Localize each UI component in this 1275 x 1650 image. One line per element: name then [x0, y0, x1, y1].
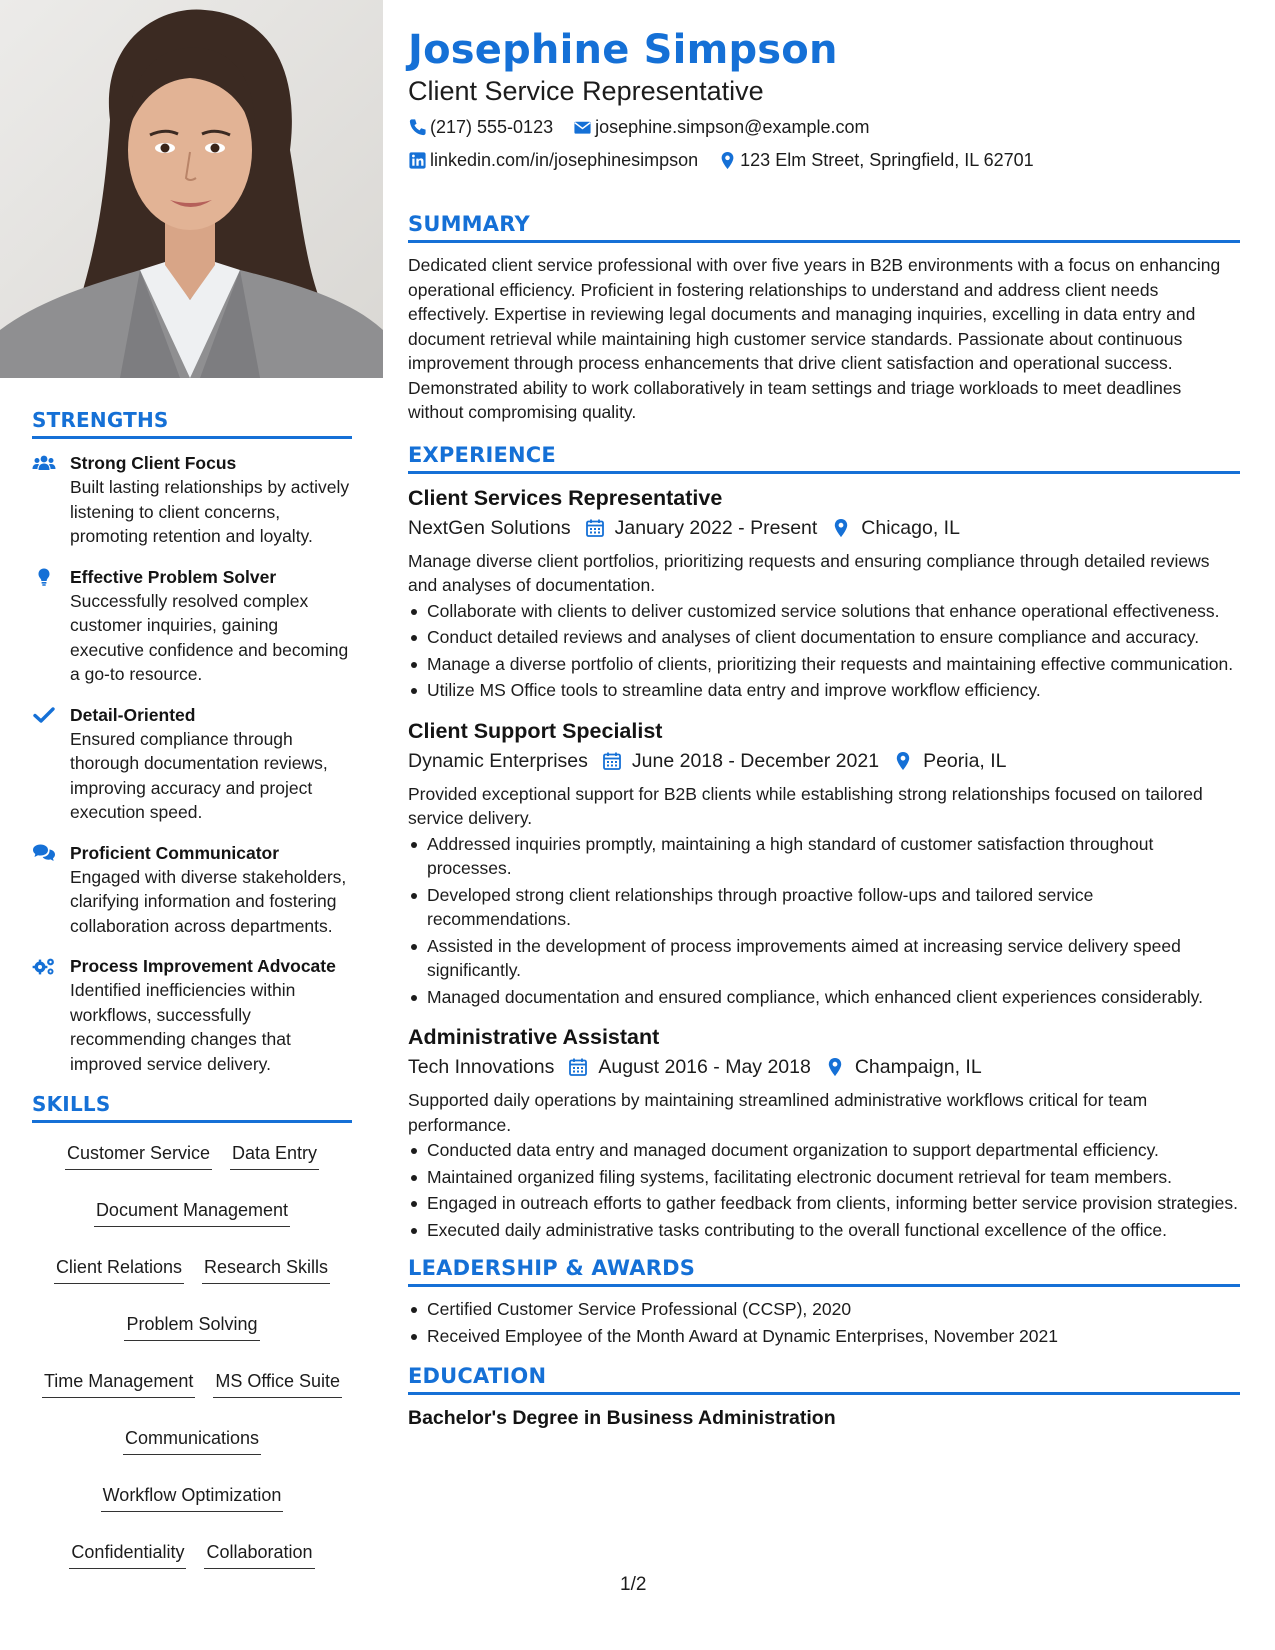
strength-title: Effective Problem Solver — [70, 566, 277, 587]
job-entry — [408, 484, 1240, 703]
skill-tag: MS Office Suite — [213, 1369, 342, 1398]
portrait-illustration — [0, 0, 383, 378]
location-pin-icon — [831, 518, 851, 538]
strength-description: Successfully resolved complex customer inquiries, gaining executive confidence and becoming a go-to resource. — [70, 590, 349, 684]
skill-tag: Time Management — [42, 1369, 195, 1398]
list-item: Addressed inquiries promptly, maintaining a high standard of customer satisfaction throughout processes. — [408, 832, 1240, 881]
strength-title: Proficient Communicator — [70, 842, 280, 863]
strength-description: Ensured compliance through thorough documentation reviews, improving accuracy and project execution speed. — [70, 728, 328, 822]
linkedin-url[interactable]: linkedin.com/in/josephinesimpson — [430, 150, 699, 170]
date-range: August 2016 - May 2018 — [598, 1056, 811, 1078]
strengths-heading: STRENGTHS — [32, 408, 352, 439]
list-item: Conducted data entry and managed document organization to support departmental efficiency. — [408, 1138, 1240, 1163]
summary-heading: SUMMARY — [408, 212, 1240, 243]
location-pin-icon — [718, 151, 737, 170]
skill-tag: Document Management — [94, 1198, 290, 1227]
job-title: Client Services Representative — [408, 485, 723, 510]
job-summary: Manage diverse client portfolios, prioritizing requests and ensuring compliance through detailed reviews and analyses of documentation. — [408, 550, 1210, 595]
strength-title: Detail-Oriented — [70, 704, 196, 725]
education-heading: EDUCATION — [408, 1364, 1240, 1395]
email-address[interactable]: josephine.simpson@example.com — [595, 117, 870, 137]
job-summary: Supported daily operations by maintaining streamlined administrative workflows critical for team performance. — [408, 1090, 1148, 1135]
list-item: Assisted in the development of process improvements aimed at increasing service delivery speed significantly. — [408, 934, 1240, 983]
phone-number: (217) 555-0123 — [430, 117, 554, 137]
lightbulb-icon — [32, 565, 70, 687]
list-item: Utilize MS Office tools to streamline data entry and improve workflow efficiency. — [408, 678, 1240, 703]
envelope-icon — [573, 118, 592, 137]
award-list — [408, 1297, 1240, 1348]
page-number: 1/2 — [620, 1574, 647, 1595]
job-location — [831, 514, 960, 542]
job-dates — [585, 514, 818, 542]
street-address: 123 Elm Street, Springfield, IL 62701 — [740, 150, 1034, 170]
contact-row — [408, 115, 1240, 139]
education-section — [408, 1364, 1240, 1431]
list-item: Manage a diverse portfolio of clients, prioritizing their requests and maintaining effective communication. — [408, 652, 1240, 677]
job-entry — [408, 1023, 1240, 1242]
job-meta — [408, 1053, 1240, 1081]
strength-item — [32, 841, 352, 939]
strength-description: Identified inefficiencies within workflows, successfully recommending changes that improved service delivery. — [70, 980, 296, 1074]
list-item: Received Employee of the Month Award at Dynamic Enterprises, November 2021 — [408, 1324, 1240, 1349]
job-summary: Provided exceptional support for B2B clients while establishing strong relationships focused on tailored service delivery. — [408, 783, 1203, 828]
summary-text: Dedicated client service professional with over five years in B2B environments with a focus on enhancing operational efficiency. Proficient in fostering relationships to understand and address client needs effectively. Expertise in reviewing legal documents and managing inquiries, excelling in data entry and document retrieval while maintaining high customer service standards. Passionate about continuous improvement through process enhancements that drive client satisfaction and operational success. Demonstrated ability to work collaboratively in team settings and triage workloads to meet deadlines without compromising quality. — [408, 255, 1221, 422]
job-dates — [568, 1053, 810, 1081]
strength-description: Built lasting relationships by actively listening to client concerns, promoting retention and loyalty. — [70, 477, 350, 546]
company — [408, 1053, 554, 1081]
strength-item — [32, 954, 352, 1076]
contact-email[interactable] — [573, 115, 869, 139]
strength-description: Engaged with diverse stakeholders, clarifying information and fostering collaboration across departments. — [70, 866, 347, 936]
contact-row — [408, 148, 1240, 172]
job-meta — [408, 747, 1240, 775]
company-name: Tech Innovations — [408, 1056, 555, 1078]
profile-photo — [0, 0, 383, 378]
company-name: NextGen Solutions — [408, 516, 571, 539]
calendar-icon — [602, 751, 622, 771]
skill-tag: Client Relations — [54, 1255, 184, 1284]
experience-section — [408, 443, 1240, 1243]
skill-tag: Confidentiality — [69, 1540, 186, 1569]
list-item: Executed daily administrative tasks contributing to the overall functional excellence of the office. — [408, 1218, 1240, 1243]
skill-tag: Customer Service — [65, 1141, 212, 1170]
strength-title: Process Improvement Advocate — [70, 956, 336, 976]
leadership-heading: LEADERSHIP & AWARDS — [408, 1256, 1240, 1287]
job-entry — [408, 717, 1240, 1010]
sidebar — [0, 0, 383, 1650]
gears-icon — [32, 954, 70, 1076]
list-item: Certified Customer Service Professional (CCSP), 2020 — [408, 1297, 1240, 1322]
skill-tag: Collaboration — [204, 1540, 314, 1569]
users-icon — [32, 451, 70, 549]
job-bullets — [408, 832, 1240, 1010]
job-location — [893, 747, 1006, 775]
calendar-icon — [568, 1057, 588, 1077]
contact-linkedin[interactable] — [408, 148, 698, 172]
main-column — [408, 0, 1240, 1431]
experience-heading: EXPERIENCE — [408, 443, 1240, 474]
skills-list — [32, 1137, 352, 1569]
location-pin-icon — [825, 1057, 845, 1077]
date-range: June 2018 - December 2021 — [631, 749, 880, 772]
company — [408, 514, 571, 542]
strength-item — [32, 451, 352, 549]
calendar-icon — [585, 518, 605, 538]
job-meta — [408, 514, 1240, 542]
company-name: Dynamic Enterprises — [408, 749, 588, 772]
job-dates — [602, 747, 879, 775]
check-icon — [32, 703, 70, 825]
location-pin-icon — [893, 751, 913, 771]
candidate-name: Josephine Simpson — [408, 27, 838, 73]
location-text: Chicago, IL — [861, 516, 960, 539]
leadership-section — [408, 1256, 1240, 1348]
strength-item — [32, 565, 352, 687]
list-item: Developed strong client relationships through proactive follow-ups and tailored service recommendations. — [408, 883, 1240, 932]
contact-phone — [408, 115, 553, 139]
strength-title: Strong Client Focus — [70, 453, 237, 473]
date-range: January 2022 - Present — [614, 516, 818, 539]
skill-tag: Research Skills — [202, 1255, 330, 1284]
job-title: Client Support Specialist — [408, 718, 663, 743]
job-bullets — [408, 599, 1240, 703]
location-text: Peoria, IL — [923, 749, 1007, 772]
skill-tag: Data Entry — [230, 1141, 319, 1170]
location-text: Champaign, IL — [854, 1056, 982, 1078]
linkedin-icon — [408, 151, 427, 170]
job-title: Administrative Assistant — [408, 1025, 660, 1049]
list-item: Conduct detailed reviews and analyses of client documentation to ensure compliance and accuracy. — [408, 625, 1240, 650]
contact-address — [718, 148, 1034, 172]
skill-tag: Problem Solving — [124, 1312, 259, 1341]
list-item: Managed documentation and ensured compliance, which enhanced client experiences considerably. — [408, 985, 1240, 1010]
list-item: Maintained organized filing systems, facilitating electronic document retrieval for team members. — [408, 1165, 1240, 1190]
candidate-role: Client Service Representative — [408, 76, 764, 106]
summary-section — [408, 212, 1240, 425]
company — [408, 747, 588, 775]
job-bullets — [408, 1138, 1240, 1242]
strength-item — [32, 703, 352, 825]
job-location — [825, 1053, 982, 1081]
list-item: Collaborate with clients to deliver customized service solutions that enhance operational effectiveness. — [408, 599, 1240, 624]
list-item: Engaged in outreach efforts to gather feedback from clients, informing better service provision strategies. — [408, 1191, 1240, 1216]
skill-tag: Workflow Optimization — [101, 1483, 284, 1512]
phone-icon — [408, 118, 427, 137]
skills-heading: SKILLS — [32, 1092, 352, 1123]
comments-icon — [32, 841, 70, 939]
degree-title: Bachelor's Degree in Business Administration — [408, 1407, 836, 1429]
skill-tag: Communications — [123, 1426, 261, 1455]
